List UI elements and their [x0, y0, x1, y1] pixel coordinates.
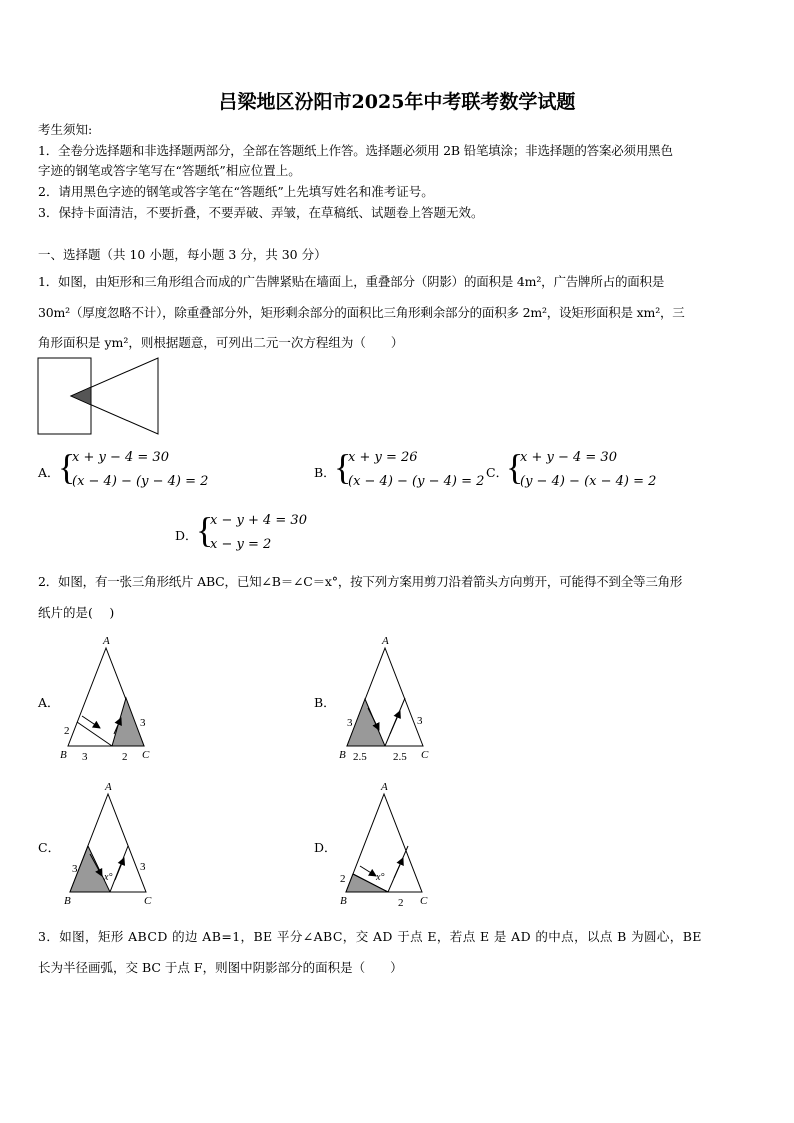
q2-text-1: 2．如图，有一张三角形纸片 ABC，已知∠B＝∠C＝x°，按下列方案用剪刀沿着箭头方向剪开，可能得不到全等三角形 [38, 574, 683, 589]
side-length-label: 3 [417, 715, 423, 727]
vertex-b: B [339, 749, 346, 761]
side-length-label: 2 [398, 897, 404, 909]
vertex-c: C [144, 895, 152, 907]
q1-figure [36, 356, 162, 438]
angle-label: x° [104, 872, 113, 883]
q1-option-a-eq2: (x − 4) − (y − 4) = 2 [72, 474, 209, 489]
q2-option-a-figure [58, 636, 158, 766]
side-length-label: 2 [340, 873, 346, 885]
angle-label: x° [376, 872, 385, 883]
vertex-b: B [60, 749, 67, 761]
q1-option-c-brace: { [506, 447, 524, 487]
notice-line-3: 3．保持卡面清洁，不要折叠，不要弄破、弄皱，在草稿纸、试题卷上答题无效。 [38, 205, 484, 220]
arrow-icon [360, 866, 376, 876]
q2-option-b-label: B． [314, 695, 336, 710]
overlap-shaded-region [71, 387, 91, 405]
notice-line-1a: 1．全卷分选择题和非选择题两部分，全部在答题纸上作答。选择题必须用 2B 铅笔填涂；非选择题的答案必须用黑色 [38, 143, 673, 158]
q1-option-c-eq1: x + y − 4 = 30 [520, 450, 617, 465]
cut-line [77, 722, 112, 746]
q2-option-b-figure [337, 636, 437, 766]
vertex-a: A [103, 636, 110, 647]
side-length-label: 2 [122, 751, 128, 763]
arrow-icon [115, 858, 124, 880]
section-heading: 一、选择题（共 10 小题，每小题 3 分，共 30 分） [38, 247, 327, 262]
q1-option-b-brace: { [334, 447, 352, 487]
vertex-c: C [420, 895, 428, 907]
q1-option-d-eq1: x − y + 4 = 30 [210, 513, 307, 528]
q2-option-a-label: A． [38, 695, 60, 710]
notice-line-1b: 字迹的钢笔或答字笔写在“答题纸”相应位置上。 [38, 163, 301, 178]
page-title: 吕梁地区汾阳市2025年中考联考数学试题 [218, 91, 576, 113]
vertex-a: A [382, 636, 389, 647]
side-length-label: 3 [347, 717, 353, 729]
q1-text-3: 角形面积是 ym²，则根据题意，可列出二元一次方程组为（ ） [38, 335, 404, 350]
q2-text-2: 纸片的是( ) [38, 605, 115, 620]
q1-option-a-eq1: x + y − 4 = 30 [72, 450, 169, 465]
side-length-label: 2 [64, 725, 70, 737]
shaded-triangle [347, 699, 385, 746]
q3-text-1: 3．如图，矩形 ABCD 的边 AB=1，BE 平分∠ABC，交 AD 于点 E，若点 E 是 AD 的中点，以点 B 为圆心，BE [38, 929, 702, 944]
q3-text-2: 长为半径画弧，交 BC 于点 F，则图中阴影部分的面积是（ ） [38, 960, 403, 975]
q2-option-c-figure [60, 780, 160, 910]
q1-text-1: 1．如图，由矩形和三角形组合而成的广告牌紧贴在墙面上，重叠部分（阴影）的面积是 4m²，广告牌所占的面积是 [38, 274, 665, 289]
q1-option-b-eq1: x + y = 26 [348, 450, 418, 465]
q1-option-d-brace: { [196, 510, 214, 550]
vertex-c: C [421, 749, 429, 761]
q1-option-b-eq2: (x − 4) − (y − 4) = 2 [348, 474, 485, 489]
q1-option-d-label: D． [175, 528, 198, 543]
side-length-label: 2.5 [353, 751, 367, 763]
q1-option-b-label: B． [314, 465, 336, 480]
side-length-label: 3 [140, 717, 146, 729]
q2-option-c-label: C． [38, 840, 61, 855]
notice-heading: 考生须知: [38, 122, 93, 137]
vertex-a: A [105, 781, 112, 793]
vertex-c: C [142, 749, 150, 761]
q1-option-c-eq2: (y − 4) − (x − 4) = 2 [520, 474, 657, 489]
q2-option-d-label: D． [314, 840, 337, 855]
arrow-icon [82, 716, 100, 728]
side-length-label: 2.5 [393, 751, 407, 763]
q1-text-2: 30m²（厚度忽略不计），除重叠部分外，矩形剩余部分的面积比三角形剩余部分的面积多 2m²，设矩形面积是 xm²，三 [38, 305, 685, 320]
q1-option-a-brace: { [58, 447, 76, 487]
arrow-icon [394, 858, 403, 878]
side-length-label: 3 [140, 861, 146, 873]
arrow-icon [390, 711, 400, 734]
q1-option-a-label: A． [38, 465, 60, 480]
vertex-b: B [64, 895, 71, 907]
vertex-a: A [381, 781, 388, 793]
q1-option-d-eq2: x − y = 2 [210, 537, 272, 552]
q2-option-d-figure [336, 780, 436, 910]
side-length-label: 3 [82, 751, 88, 763]
side-length-label: 3 [72, 863, 78, 875]
q1-option-c-label: C． [486, 465, 509, 480]
notice-line-2: 2．请用黑色字迹的钢笔或答字笔在“答题纸”上先填写姓名和准考证号。 [38, 184, 434, 199]
vertex-b: B [340, 895, 347, 907]
